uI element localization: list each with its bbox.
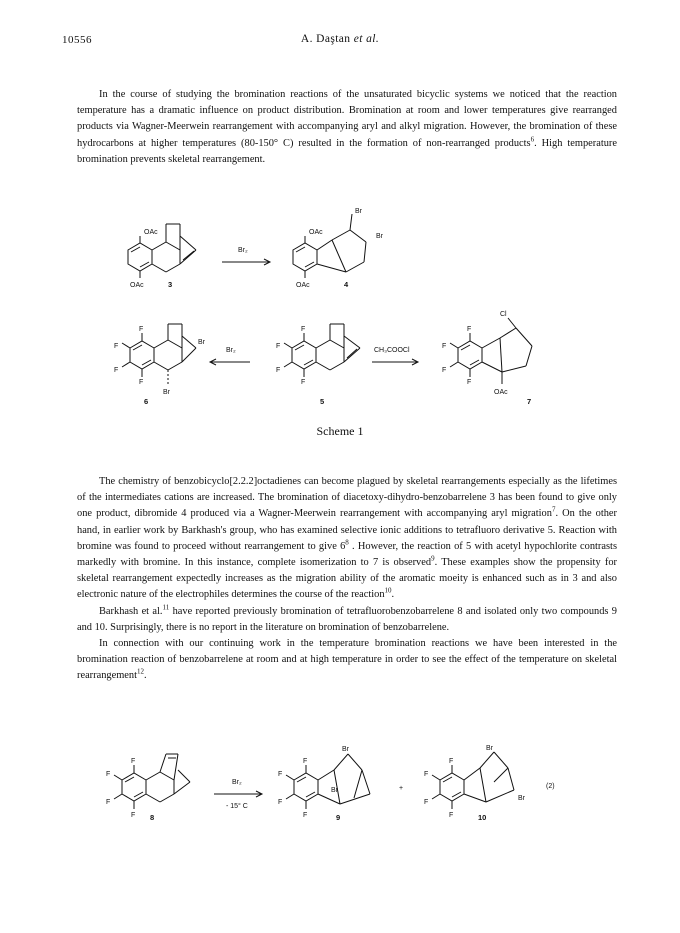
compound-7-structure (450, 318, 532, 384)
scheme-1-drawing (0, 200, 680, 420)
label-f-10d: F (449, 812, 454, 819)
compound-3-structure (128, 224, 196, 278)
label-br-top-4: Br (355, 208, 362, 215)
compound-8-structure (114, 754, 190, 809)
label-f-5d: F (301, 379, 306, 386)
equation-number: (2) (546, 783, 555, 790)
label-f-8b: F (131, 758, 136, 765)
label-f-9c: F (278, 799, 283, 806)
intro-tail: . High temperature bromination prevents skeletal rearrangement. (77, 137, 617, 165)
intro-paragraph (77, 87, 617, 168)
label-compound-4: 4 (344, 280, 349, 289)
label-f-5c: F (276, 367, 281, 374)
author-name: A. Daştan (300, 33, 351, 45)
label-f-9b: F (303, 758, 308, 765)
author-etal: et al. (353, 33, 380, 45)
discussion-paragraph-3: In connection with our continuing work in the temperature bromination reactions we have been interested in the bromination reaction of benzobarrelene at room and at high temperature in order to see the effect of the temperature on skeletal rearrangement$^{12}$. (77, 638, 617, 682)
compound-9-structure (286, 754, 370, 809)
label-f-7a: F (442, 343, 447, 350)
label-br-10a: Br (486, 745, 493, 752)
label-f-7b: F (467, 326, 472, 333)
label-compound-8: 8 (150, 813, 155, 822)
label-acetyl-hypochlorite: CH₃COOCl (374, 347, 410, 354)
compound-6-structure (122, 324, 196, 386)
compound-10-structure (432, 752, 514, 809)
label-br-6b: Br (163, 389, 170, 396)
label-f-7c: F (442, 367, 447, 374)
label-f-8c: F (106, 799, 111, 806)
label-compound-3: 3 (168, 280, 173, 289)
label-br-9a: Br (342, 746, 349, 753)
label-br2-eq2: Br₂ (232, 779, 242, 786)
running-head-author (0, 33, 680, 45)
label-f-10a: F (424, 771, 429, 778)
discussion-paragraph-2: Barkhash et al.$^{11}$ have reported previously bromination of tetrafluorobenzobarrelene 8 and isolated only two compounds 9 and 10. Surprisingly, there is no report in the literature on bromination of benzobarrelene. (77, 603, 617, 633)
label-compound-9: 9 (336, 813, 341, 822)
label-compound-6: 6 (144, 397, 149, 406)
label-f-5b: F (301, 326, 306, 333)
scheme-caption: Scheme 1 (316, 424, 364, 438)
discussion-section (77, 474, 617, 685)
label-f-7d: F (467, 379, 472, 386)
label-oac-top-4: OAc (309, 229, 323, 236)
label-f-9d: F (303, 812, 308, 819)
label-f-10c: F (424, 799, 429, 806)
label-br-10b: Br (518, 795, 525, 802)
compound-4-structure (293, 214, 366, 278)
compound-5-structure (284, 324, 360, 377)
discussion-paragraph-1: The chemistry of benzobicyclo[2.2.2]octadienes can become plagued by skeletal rearrangements especially as the lifetimes of the intermediates cations are increased. The bromination of diacetoxy-dihydro-benzobarrelene 3 has been found to give only one product, dibromide 4 produced via a Wagner-Meerwein rearrangement with accompanying aryl migration$^7$. On the other hand, in earlier work by Barkhash's group, who has examined selective ionic additions to tetrafluoro derivative 5. Reaction with bromine was found to proceed without rearrangement to give $6^8$ . However, the reaction of 5 with acetyl hypochlorite contrasts markedly with bromine. In this instance, complete isomerization to 7 is observed$^9$. These examples show the propensity for skeletal rearrangement expectedly increases as the migration ability of the aromatic moeity is enhanced such as in 3 and also electronic nature of the electrophiles determines the course of the reaction$^{10}$. (77, 476, 617, 601)
label-br2-row2: Br₂ (226, 347, 236, 354)
label-f-6a: F (114, 343, 119, 350)
label-br-6a: Br (198, 339, 205, 346)
label-f-5a: F (276, 343, 281, 350)
label-cl-7: Cl (500, 311, 507, 318)
intro-text: In the course of studying the bromination reactions of the unsaturated bicyclic systems we noticed that the reaction temperature has a dramatic influence on product distribution. Bromination at room and lower temperatures give rearranged products via Wagner-Meerwein rearrangement with accompanying aryl and alkyl migration. However, the bromination of these hydrocarbons at higher temperatures (80-150° C) resulted in the formation of non-rearranged products (77, 89, 617, 149)
label-f-10b: F (449, 758, 454, 765)
page-number: 10556 (62, 34, 92, 46)
label-oac-7: OAc (494, 389, 508, 396)
equation-2-drawing (0, 740, 680, 840)
label-f-6c: F (114, 367, 119, 374)
label-oac-bottom-4: OAc (296, 282, 310, 289)
label-oac-bottom-3: OAc (130, 282, 144, 289)
label-br2-row1: Br₂ (238, 247, 248, 254)
label-f-6b: F (139, 326, 144, 333)
label-compound-5: 5 (320, 397, 325, 406)
label-f-9a: F (278, 771, 283, 778)
label-temperature: - 15° C (226, 803, 248, 810)
plus-sign: + (399, 785, 404, 792)
label-br-9b: Br (331, 787, 338, 794)
label-oac-top-3: OAc (144, 229, 158, 236)
label-f-8a: F (106, 771, 111, 778)
label-compound-7: 7 (527, 397, 532, 406)
label-f-6d: F (139, 379, 144, 386)
label-compound-10: 10 (478, 813, 487, 822)
label-br-side-4: Br (376, 233, 383, 240)
ref-6: 6 (530, 135, 535, 144)
label-f-8d: F (131, 812, 136, 819)
